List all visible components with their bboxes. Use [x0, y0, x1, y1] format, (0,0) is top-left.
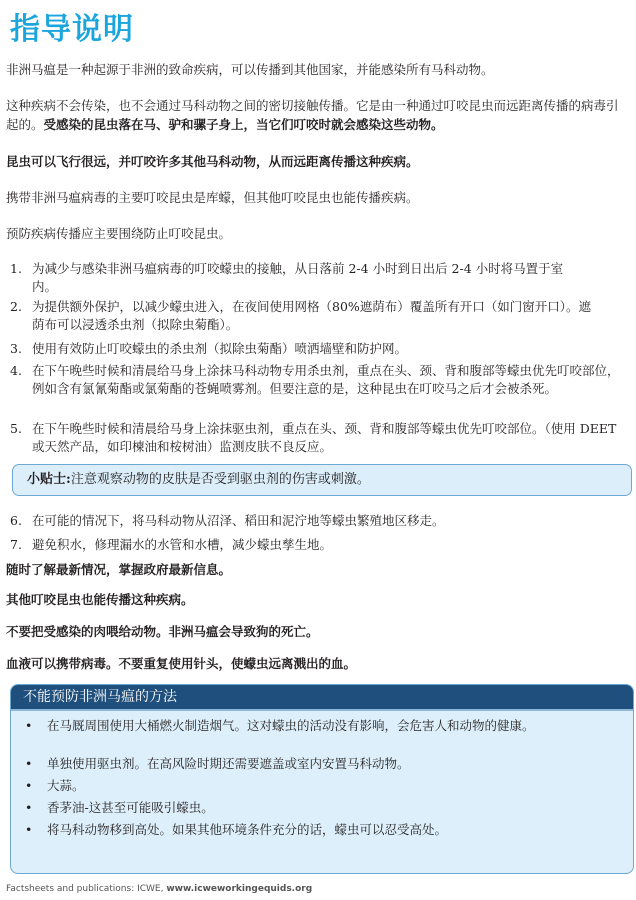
bold-note: 不要把受感染的肉喂给动物。非洲马瘟会导致狗的死亡。 [6, 624, 319, 639]
list-text: 在下午晚些时候和清晨给马身上涂抹驱虫剂，重点在头、颈、背和腹部等蠓虫优先叮咬部位。（使用 DEET 或天然产品，如印楝油和桉树油）监测皮肤不良反应。 [32, 421, 617, 454]
footer-source: Factsheets and publications: ICWE, [6, 884, 164, 894]
bullet-text: 在马厩周围使用大桶燃火制造烟气。这对蠓虫的活动没有影响，会危害人和动物的健康。 [47, 718, 535, 733]
bullet-icon: • [25, 800, 33, 815]
bullet-icon: • [25, 718, 33, 733]
list-number: 1. [10, 261, 22, 276]
list-number: 4. [10, 363, 22, 378]
prevention-paragraph: 预防疾病传播应主要围绕防止叮咬昆虫。 [6, 226, 232, 241]
footer-website-link[interactable]: www.icweworkingequids.org [166, 884, 313, 894]
tip-label: 小贴士: [27, 472, 71, 487]
ineffective-methods-box [10, 684, 634, 874]
bullet-text: 香茅油-这甚至可能吸引蠓虫。 [47, 800, 214, 815]
tip-body: 注意观察动物的皮肤是否受到驱虫剂的伤害或刺激。 [70, 472, 370, 487]
bullet-icon: • [25, 756, 33, 771]
list-text: 使用有效防止叮咬蠓虫的杀虫剂（拟除虫菊酯）喷洒墙壁和防护网。 [32, 341, 408, 356]
list-number: 6. [10, 513, 22, 528]
insect-spread-paragraph: 昆虫可以飞行很远，并叮咬许多其他马科动物，从而远距离传播这种疾病。 [6, 154, 419, 169]
list-number: 3. [10, 341, 22, 356]
tip-text [27, 471, 370, 489]
list-number: 5. [10, 421, 22, 436]
list-text: 为提供额外保护，以减少蠓虫进入，在夜间使用网格（80%遮荫布）覆盖所有开口（如门窗开口）。遮荫布可以浸透杀虫剂（拟除虫菊酯）。 [32, 299, 592, 332]
transmission-bold-text: 受感染的昆虫落在马、驴和骡子身上，当它们叮咬时就会感染这些动物。 [43, 117, 444, 132]
intro-paragraph: 非洲马瘟是一种起源于非洲的致命疾病，可以传播到其他国家，并能感染所有马科动物。 [6, 62, 494, 77]
bold-note: 其他叮咬昆虫也能传播这种疾病。 [6, 592, 194, 607]
vector-paragraph: 携带非洲马瘟病毒的主要叮咬昆虫是库蠓，但其他叮咬昆虫也能传播疾病。 [6, 190, 419, 205]
tip-box [12, 464, 632, 496]
bold-note: 血液可以携带病毒。不要重复使用针头，使蠓虫远离溅出的血。 [6, 656, 357, 671]
bullet-text: 大蒜。 [47, 778, 85, 793]
list-text: 在下午晚些时候和清晨给马身上涂抹马科动物专用杀虫剂，重点在头、颈、背和腹部等蠓虫优先叮咬部位，例如含有氯氰菊酯或氯菊酯的苍蝇喷雾剂。但要注意的是，这种昆虫在叮咬马之后才会被杀死。 [32, 363, 620, 396]
transmission-text: 这种疾病不会传染，也不会通过马科动物之间的密切接触传播。它是由一种通过叮咬昆虫而远距离传播的病毒引起的。 [6, 98, 619, 132]
bullet-text: 单独使用驱虫剂。在高风险时期还需要遮盖或室内安置马科动物。 [47, 756, 410, 771]
page-title: 指导说明 [10, 12, 134, 47]
bullet-text: 将马科动物移到高处。如果其他环境条件充分的话，蠓虫可以忍受高处。 [47, 822, 448, 837]
box-heading: 不能预防非洲马瘟的方法 [11, 685, 633, 711]
list-text: 在可能的情况下，将马科动物从沼泽、稻田和泥泞地等蠓虫繁殖地区移走。 [32, 513, 445, 528]
list-number: 2. [10, 299, 22, 314]
bold-note: 随时了解最新情况，掌握政府最新信息。 [6, 562, 232, 577]
footer [6, 884, 312, 894]
list-number: 7. [10, 537, 22, 552]
transmission-paragraph [6, 96, 628, 134]
bullet-icon: • [25, 778, 33, 793]
list-text: 避免积水，修理漏水的水管和水槽，减少蠓虫孳生地。 [32, 537, 333, 552]
list-text: 为减少与感染非洲马瘟病毒的叮咬蠓虫的接触，从日落前 2-4 小时到日出后 2-4 小时将马置于室内。 [32, 261, 564, 294]
bullet-icon: • [25, 822, 33, 837]
